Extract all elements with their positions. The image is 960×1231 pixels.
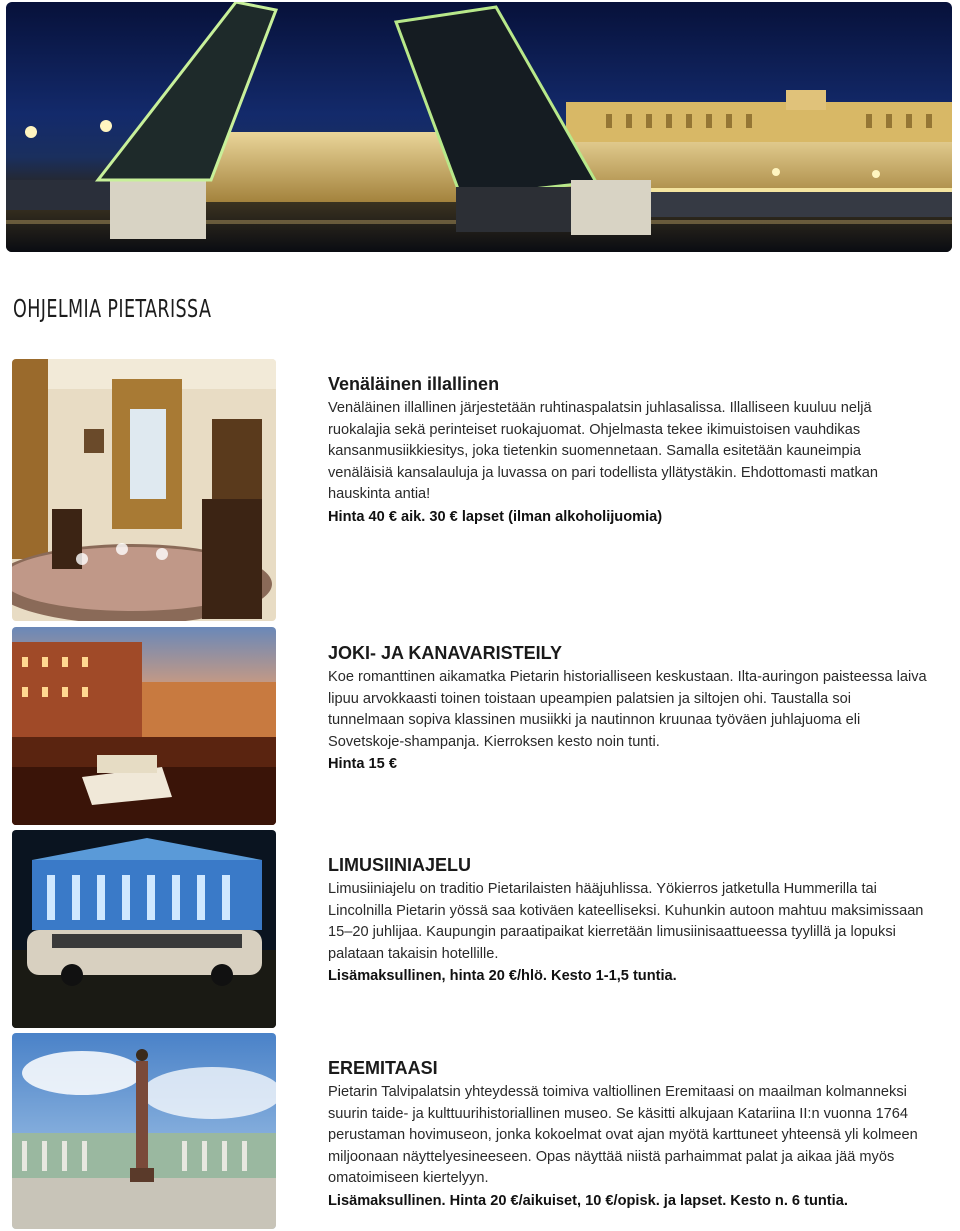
item-price: Lisämaksullinen, hinta 20 €/hlö. Kesto 1-1,5 tuntia. [328,968,677,984]
restaurant-image [12,359,276,621]
canal-cruise-image [12,627,276,825]
limousine-image [12,830,276,1028]
item-description: Pietarin Talvipalatsin yhteydessä toimiva valtiollinen Eremitaasi on maailman kolmanneksi suurin taide- ja kulttuurihistoriallinen museo. Se käsitti alkujaan Katariina II:n vuonna 1764 perustaman hovimuseon, jonka kokoelmat ovat ajan myötä karttuneet yhteensä yli kolmeen miljoonaan näyttelyesineeseen. Opas näyttää niistä parhaimmat palat ja aikaa jää myös omatoimiseen kiertelyyn. [328,1084,918,1186]
item-description: Koe romanttinen aikamatka Pietarin historialliseen keskustaan. Ilta-auringon paisteessa laiva lipuu arvokkaasti toinen toistaan upeampien palatsien ja siltojen ohi. Taustalla soi tunnelmaan sopiva klassinen musiikki ja nautinnon kruunaa työväen juhlajuoma eli Sovetskoje-shampanja. Kierroksen kesto noin tunti. [328,669,927,750]
hero-image [6,2,952,252]
item-title: EREMITAASI [328,1058,438,1078]
hero-illustration [6,2,952,252]
item-title: Venäläinen illallinen [328,374,500,394]
item-price: Hinta 40 € aik. 30 € lapset (ilman alkoholijuomia) [328,508,663,525]
hermitage-image [12,1033,276,1229]
item-limousine [328,854,928,988]
page-title: OHJELMIA PIETARISSA [13,294,212,323]
item-description: Venäläinen illallinen järjestetään ruhtinaspalatsin juhlasalissa. Illalliseen kuuluu neljä ruokalajia sekä perinteiset ruokajuomat. Ohjelmasta tekee ikimuistoisen vauhdikas kansanmusiikkiesitys, joka tietenkin suomennetaan. Samalla esitetään kauneimpia venäläisiä kansalauluja ja luvassa on pari todellista yllätystäkin. Ehdottomasti matkan hauskinta antia! [328,400,878,502]
item-title: JOKI- JA KANAVARISTEILY [328,643,563,663]
item-price: Lisämaksullinen. Hinta 20 €/aikuiset, 10 €/opisk. ja lapset. Kesto n. 6 tuntia. [328,1192,848,1209]
item-hermitage [328,1057,928,1212]
item-price: Hinta 15 € [328,756,397,772]
item-dinner [328,373,928,528]
item-cruise [328,642,928,776]
item-title: LIMUSIINIAJELU [328,855,472,875]
item-description: Limusiiniajelu on traditio Pietarilaisten hääjuhlissa. Yökierros jatketulla Hummerilla tai Lincolnilla Pietarin yössä saa kotiväen kateelliseksi. Kuhunkin autoon mahtuu maksimissaan 15–20 juhlijaa. Kaupungin paraatipaikat kierretään limusiinisaattueessa tyylillä ja lopuksi palataan takaisin hotellille. [328,881,924,962]
